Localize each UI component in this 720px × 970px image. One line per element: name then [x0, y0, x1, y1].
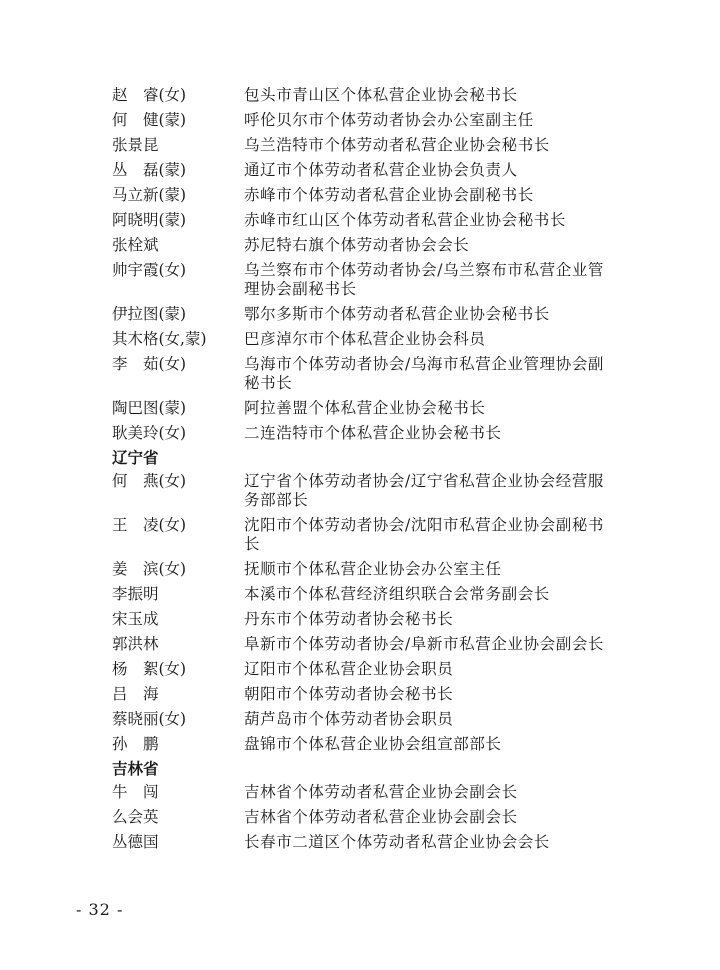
member-name: 王 凌(女): [112, 516, 187, 534]
member-name: 何 健(蒙): [112, 111, 187, 129]
member-list: [112, 86, 612, 858]
member-title: 巴彦淖尔市个体私营企业协会科员: [244, 330, 486, 348]
list-item: [112, 472, 612, 510]
list-item: [112, 236, 612, 255]
member-name: 耿美玲(女): [112, 424, 187, 442]
list-item: [112, 635, 612, 654]
member-name: 马立新(蒙): [112, 186, 187, 204]
list-item: [112, 735, 612, 754]
member-title: 朝阳市个体劳动者协会秘书长: [244, 685, 454, 703]
list-item: [112, 399, 612, 418]
member-title: 乌兰察布市个体劳动者协会/乌兰察布市私营企业管理协会副秘书长: [244, 261, 605, 298]
section-heading: 辽宁省: [112, 449, 159, 467]
member-name: 帅宇霞(女): [112, 261, 187, 279]
list-item: [112, 355, 612, 393]
member-name: 陶巴图(蒙): [112, 399, 187, 417]
list-item: [112, 161, 612, 180]
member-name: 宋玉成: [112, 610, 159, 628]
member-title: 苏尼特右旗个体劳动者协会会长: [244, 236, 470, 254]
list-item: [112, 833, 612, 852]
member-name: 李振明: [112, 585, 159, 603]
member-title: 盘锦市个体私营企业协会组宣部部长: [244, 735, 502, 753]
member-name: 杨 絮(女): [112, 660, 187, 678]
member-name: 阿晓明(蒙): [112, 211, 187, 229]
member-title: 包头市青山区个体私营企业协会秘书长: [244, 86, 518, 104]
list-item: [112, 610, 612, 629]
list-item: [112, 330, 612, 349]
member-title: 乌海市个体劳动者协会/乌海市私营企业管理协会副秘书长: [244, 355, 605, 392]
member-name: 郭洪林: [112, 635, 159, 653]
member-name: 其木格(女,蒙): [112, 330, 207, 348]
list-item: [112, 424, 612, 443]
member-title: 葫芦岛市个体劳动者协会职员: [244, 710, 454, 728]
list-item: [112, 186, 612, 205]
member-title: 阜新市个体劳动者协会/阜新市私营企业协会副会长: [244, 635, 605, 653]
member-title: 二连浩特市个体私营企业协会秘书长: [244, 424, 502, 442]
list-item: [112, 685, 612, 704]
list-item: [112, 710, 612, 729]
page-number: - 32 -: [76, 900, 124, 919]
member-name: 么会英: [112, 808, 159, 826]
member-name: 蔡晓丽(女): [112, 710, 187, 728]
member-name: 伊拉图(蒙): [112, 305, 187, 323]
list-item: [112, 305, 612, 324]
member-name: 赵 睿(女): [112, 86, 187, 104]
member-name: 李 茹(女): [112, 355, 187, 373]
list-item: [112, 660, 612, 679]
member-title: 丹东市个体劳动者协会秘书长: [244, 610, 454, 628]
list-item: [112, 585, 612, 604]
member-title: 呼伦贝尔市个体劳动者协会办公室副主任: [244, 111, 534, 129]
list-item: [112, 86, 612, 105]
list-item: [112, 111, 612, 130]
member-title: 吉林省个体劳动者私营企业协会副会长: [244, 783, 518, 801]
member-title: 辽阳市个体私营企业协会职员: [244, 660, 454, 678]
section-heading: 吉林省: [112, 760, 159, 778]
member-name: 姜 滨(女): [112, 560, 187, 578]
member-name: 张景昆: [112, 136, 159, 154]
list-item: [112, 783, 612, 802]
member-name: 吕 海: [112, 685, 159, 703]
list-item: [112, 808, 612, 827]
member-name: 丛 磊(蒙): [112, 161, 187, 179]
member-title: 乌兰浩特市个体劳动者私营企业协会秘书长: [244, 136, 550, 154]
member-title: 吉林省个体劳动者私营企业协会副会长: [244, 808, 518, 826]
member-title: 赤峰市个体劳动者私营企业协会副秘书长: [244, 186, 534, 204]
member-title: 本溪市个体私营经济组织联合会常务副会长: [244, 585, 550, 603]
member-title: 鄂尔多斯市个体劳动者私营企业协会秘书长: [244, 305, 550, 323]
list-item: [112, 211, 612, 230]
member-title: 抚顺市个体私营企业协会办公室主任: [244, 560, 502, 578]
list-item: [112, 560, 612, 579]
member-title: 赤峰市红山区个体劳动者私营企业协会秘书长: [244, 211, 567, 229]
member-title: 长春市二道区个体劳动者私营企业协会会长: [244, 833, 550, 851]
member-name: 何 燕(女): [112, 472, 187, 490]
member-name: 孙 鹏: [112, 735, 159, 753]
list-item: [112, 516, 612, 554]
member-title: 沈阳市个体劳动者协会/沈阳市私营企业协会副秘书长: [244, 516, 605, 553]
member-name: 张栓斌: [112, 236, 159, 254]
list-item: [112, 261, 612, 299]
list-item: [112, 136, 612, 155]
member-name: 丛德国: [112, 833, 159, 851]
member-title: 辽宁省个体劳动者协会/辽宁省私营企业协会经营服务部部长: [244, 472, 605, 509]
member-title: 阿拉善盟个体私营企业协会秘书长: [244, 399, 486, 417]
member-name: 牛 闯: [112, 783, 159, 801]
member-title: 通辽市个体劳动者私营企业协会负责人: [244, 161, 518, 179]
